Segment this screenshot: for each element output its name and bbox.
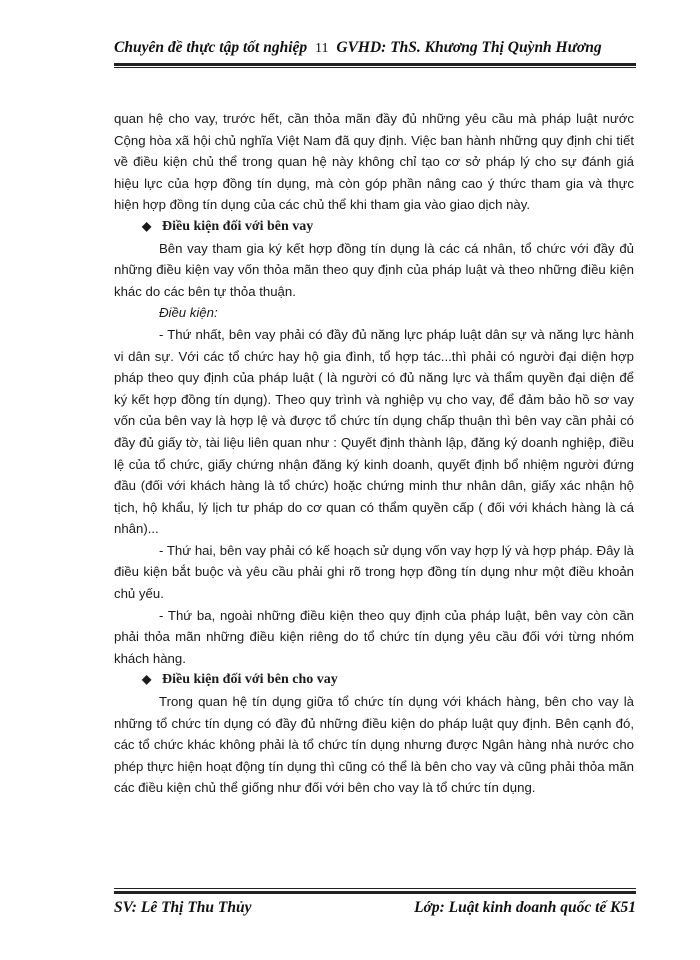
heading-text: Điều kiện đối với bên vay xyxy=(162,218,314,234)
lender-paragraph: Trong quan hệ tín dụng giữa tổ chức tín dụng với khách hàng, bên cho vay là những tổ chức tín dụng có đầy đủ những điều kiện do pháp luật quy định. Bên cạnh đó, các tổ chức khác không phải là tổ chức tín dụng nhưng được Ngân hàng nhà nước cho phép thực hiện hoạt động tín dụng thì cũng có thể là bên cho vay và cũng phải thỏa mãn các điều kiện chủ thể giống như đối với bên cho vay là tổ chức tín dụng. xyxy=(114,694,634,796)
header-rule-thick xyxy=(114,63,636,66)
section-heading-borrower xyxy=(114,216,634,238)
heading-text: Điều kiện đối với bên cho vay xyxy=(162,672,338,688)
advisor-name: GVHD: ThS. Khương Thị Quỳnh Hương xyxy=(336,39,602,56)
footer-rule-thin xyxy=(114,888,636,889)
bullet-icon: ◆ xyxy=(142,218,152,233)
header-rule-thin xyxy=(114,67,636,68)
bullet-icon: ◆ xyxy=(142,672,152,687)
borrower-paragraph: Bên vay tham gia ký kết hợp đồng tín dụng là các cá nhân, tổ chức với đầy đủ những điều kiện vay vốn thỏa mãn theo quy định của pháp luật và theo những điều kiện khác do các bên tự thỏa thuận. xyxy=(114,240,634,299)
condition-paragraph-2: - Thứ hai, bên vay phải có kế hoạch sử dụng vốn vay hợp lý và hợp pháp. Đây là điều kiện bắt buộc và yêu cầu phải ghi rõ trong hợp đồng tín dụng như một điều khoản chủ yếu. xyxy=(114,542,634,602)
page-header xyxy=(114,39,634,57)
section-heading-lender xyxy=(114,669,634,691)
conditions-label: Điều kiện: xyxy=(159,305,218,321)
footer-rule-thick xyxy=(114,891,636,894)
page-number: 11 xyxy=(315,41,329,56)
class-name: Lớp: Luật kinh doanh quốc tế K51 xyxy=(414,899,636,916)
intro-paragraph: quan hệ cho vay, trước hết, cần thỏa mãn đầy đủ những yêu cầu mà pháp luật nước Cộng hòa xã hội chủ nghĩa Việt Nam đã quy định. Việc ban hành những quy định chi tiết về điều kiện chủ thể trong quan hệ này không chỉ tạo cơ sở pháp lý cho sự đánh giá hiệu lực của hợp đồng tín dụng, mà còn góp phần nâng cao ý thức tham gia và thực hiện hợp đồng tín dụng của các chủ thể khi tham gia vào giao dịch này. xyxy=(114,111,634,213)
student-name: SV: Lê Thị Thu Thủy xyxy=(114,899,252,916)
document-body xyxy=(114,108,634,799)
condition-paragraph-3: - Thứ ba, ngoài những điều kiện theo quy định của pháp luật, bên vay còn cần phải thỏa mãn những điều kiện riêng do tổ chức tín dụng yêu cầu đối với từng nhóm khách hàng. xyxy=(114,607,634,666)
condition-paragraph-1: - Thứ nhất, bên vay phải có đầy đủ năng lực pháp luật dân sự và năng lực hành vi dân sự. Với các tổ chức hay hộ gia đình, tổ hợp tác...thì phải có người đại diện hợp pháp theo quy định của pháp luật ( là người có đủ năng lực và thẩm quyền đại diện để ký kết hợp đồng tín dụng). Theo quy trình và nghiệp vụ cho vay, để đảm bảo hồ sơ vay vốn của bên vay là hợp lệ và được tổ chức tín dụng chấp thuận thì bên vay cần phải có đầy đủ giấy tờ, tài liệu liên quan như : Quyết định thành lập, đăng ký doanh nghiệp, điều lệ của tổ chức, giấy chứng nhận đăng ký kinh doanh, quyết định bổ nhiệm người đứng đầu (đối với khách hàng là tổ chức) hoặc chứng minh thư nhân dân, giấy xác nhận hộ tịch, hộ khẩu, lý lịch tư pháp do cơ quan có thẩm quyền cấp ( đối với khách hàng là cá nhân)... xyxy=(114,326,634,537)
document-title: Chuyên đề thực tập tốt nghiệp xyxy=(114,39,308,56)
